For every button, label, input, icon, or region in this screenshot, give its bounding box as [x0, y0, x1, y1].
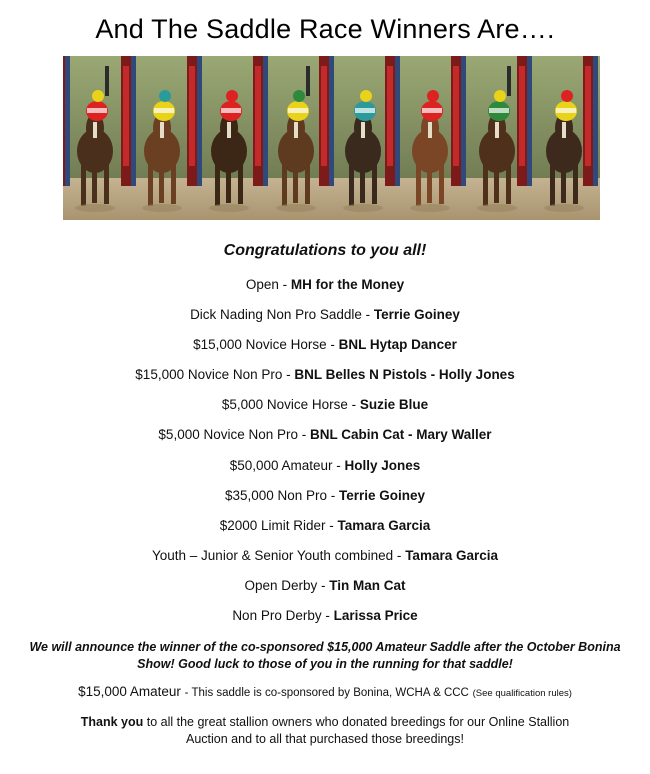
winner-category: Open - [245, 277, 291, 292]
winner-name: BNL Belles N Pistols - Holly Jones [294, 367, 515, 383]
winner-category: $35,000 Non Pro - [224, 487, 340, 503]
amateur-saddle-line [0, 684, 650, 699]
winner-name: BNL Cabin Cat - Mary Waller [310, 427, 492, 443]
winner-name: Holly Jones [344, 457, 421, 473]
winner-name: Terrie Goiney [373, 307, 460, 323]
winner-name: Suzie Blue [359, 397, 429, 413]
winner-item [0, 306, 650, 336]
winner-name: Terrie Goiney [339, 487, 426, 503]
winner-item [0, 366, 650, 396]
winner-category: Dick Nading Non Pro Saddle - [190, 307, 374, 323]
congratulations-heading: Congratulations to you all! [223, 242, 427, 259]
winner-name: BNL Hytap Dancer [338, 337, 457, 353]
winner-category: Youth – Junior & Senior Youth combined - [152, 547, 406, 563]
winner-name: Tin Man Cat [329, 577, 406, 593]
winner-item [0, 336, 650, 366]
amateur-label: $15,000 Amateur [78, 684, 181, 699]
winner-item [0, 276, 650, 306]
winner-item [0, 607, 650, 637]
winner-category: $5,000 Novice Horse - [221, 397, 360, 413]
winner-category: $15,000 Novice Non Pro - [135, 367, 295, 383]
thank-you-bold: Thank you [80, 715, 144, 729]
qualification-rules-note: (See qualification rules) [472, 688, 572, 699]
winner-category: $15,000 Novice Horse - [193, 337, 339, 353]
winner-item [0, 487, 650, 517]
winner-item [0, 396, 650, 426]
winner-category: Open Derby - [244, 577, 330, 593]
winners-list [0, 276, 650, 637]
winner-item [0, 577, 650, 607]
race-start-photo [63, 56, 600, 220]
winner-item [0, 517, 650, 547]
page-title: And The Saddle Race Winners Are…. [95, 14, 555, 44]
winner-name: Larissa Price [333, 608, 418, 624]
thank-you-rest: to all the great stallion owners who donated breedings for our Online Stallion Auction and to all that purchased those breedings! [143, 715, 570, 746]
amateur-note: - This saddle is co-sponsored by Bonina, WCHA & CCC [184, 687, 469, 699]
horse-race-icon [63, 56, 600, 220]
winner-category: $2000 Limit Rider - [219, 517, 338, 533]
winner-name: MH for the Money [290, 277, 405, 292]
winner-item [0, 547, 650, 577]
winner-item [0, 426, 650, 456]
winner-name: Tamara Garcia [337, 517, 431, 533]
winner-name: Tamara Garcia [405, 547, 498, 563]
winner-category: Non Pro Derby - [232, 608, 334, 624]
winner-category: $50,000 Amateur - [229, 457, 345, 473]
winner-category: $5,000 Novice Non Pro - [158, 427, 311, 443]
announcement-text: We will announce the winner of the co-sponsored $15,000 Amateur Saddle after the October Bonina Show! Good luck to those of you in the running for that saddle! [29, 640, 621, 671]
winner-item [0, 457, 650, 487]
thank-you-text [60, 714, 590, 748]
